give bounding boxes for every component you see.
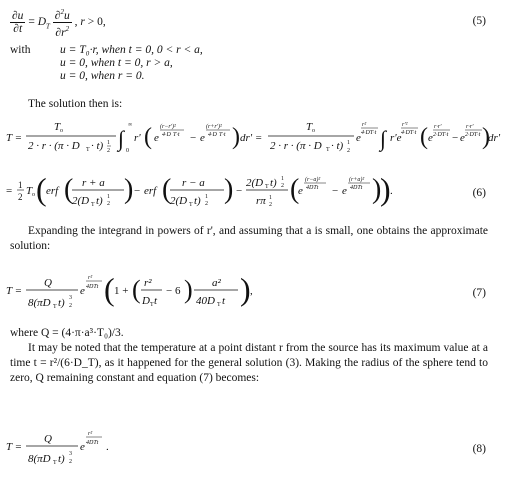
svg-text:T: T	[326, 147, 330, 153]
svg-text:(: (	[104, 271, 115, 307]
svg-text:rπ: rπ	[256, 195, 266, 207]
svg-text:e: e	[428, 132, 433, 144]
svg-text:o: o	[32, 192, 35, 198]
svg-text:t): t)	[58, 453, 65, 465]
svg-text:40D: 40D	[196, 295, 215, 307]
with-label: with	[10, 44, 31, 56]
svg-text:4DTt: 4DTt	[306, 185, 319, 191]
svg-text:): )	[224, 174, 234, 205]
svg-text:−: −	[452, 132, 459, 144]
equation-number-5: (5)	[472, 15, 486, 27]
svg-text:(: (	[144, 124, 152, 150]
svg-text:4DTt: 4DTt	[86, 440, 99, 446]
svg-text:−: −	[332, 185, 339, 197]
svg-text:−: −	[134, 185, 141, 197]
where-q: where Q = (4·π·a³·T₀)/3.	[10, 327, 124, 339]
svg-text:(r+r')²: (r+r')²	[206, 124, 222, 130]
svg-text:· t): · t)	[331, 140, 344, 152]
equation-number-6: (6)	[472, 187, 486, 199]
svg-text:e: e	[80, 441, 85, 453]
svg-text:T: T	[91, 202, 95, 208]
equation-8	[6, 420, 206, 472]
svg-text:r'e: r'e	[390, 132, 402, 144]
svg-text:): )	[482, 124, 490, 150]
svg-text:2(D: 2(D	[170, 195, 188, 207]
equation-5: $\frac{\partial u}{\partial t}$ = $D_T$ $\frac{\partial^2u}{\partial r^2}$ , r > 0,	[12, 8, 106, 39]
svg-text:a²: a²	[212, 277, 221, 289]
equation-integral	[6, 116, 501, 162]
svg-text:e: e	[298, 185, 303, 197]
svg-text:(: (	[162, 174, 172, 205]
svg-text:4·DT·t: 4·DT·t	[401, 130, 417, 136]
svg-text:t: t	[154, 295, 158, 307]
svg-text:erf: erf	[144, 185, 157, 197]
svg-text:2: 2	[347, 148, 350, 154]
svg-text:D: D	[142, 295, 150, 307]
condition-2: u = 0, when t = 0, r > a,	[60, 57, 173, 69]
svg-text:=: =	[6, 185, 13, 197]
svg-text:2 · r · (π · D: 2 · r · (π · D	[28, 140, 80, 152]
svg-text:4DTt: 4DTt	[350, 185, 363, 191]
svg-text:2: 2	[69, 303, 72, 309]
svg-text:2: 2	[269, 202, 272, 208]
svg-text:T: T	[54, 121, 61, 133]
svg-text:,: ,	[250, 285, 253, 297]
svg-text:e: e	[154, 132, 159, 144]
svg-text:3: 3	[69, 295, 72, 301]
equation-7	[6, 264, 306, 316]
svg-text:(: (	[64, 174, 74, 205]
svg-text:r·r': r·r'	[434, 124, 442, 130]
svg-text:e: e	[200, 132, 205, 144]
svg-text:r + a: r + a	[82, 177, 105, 189]
svg-text:.: .	[390, 185, 393, 197]
svg-text:dr' =: dr' =	[240, 132, 263, 144]
svg-text:erf: erf	[46, 185, 59, 197]
expanding-paragraph	[10, 224, 488, 254]
svg-text:1 +: 1 +	[114, 285, 129, 297]
svg-text:t): t)	[58, 297, 65, 309]
svg-text:−: −	[236, 185, 243, 197]
svg-text:T·t: T·t	[219, 132, 226, 138]
svg-text:e: e	[356, 132, 361, 144]
svg-text:T: T	[150, 302, 154, 308]
svg-text:(: (	[420, 124, 428, 150]
svg-text:∫: ∫	[118, 126, 125, 151]
svg-text:−: −	[190, 132, 197, 144]
svg-text:8(πD: 8(πD	[28, 453, 51, 465]
svg-text:): )	[372, 174, 382, 205]
svg-text:1: 1	[205, 194, 208, 200]
svg-text:(r+a)²: (r+a)²	[349, 177, 365, 183]
svg-text:− 6: − 6	[166, 285, 181, 297]
svg-text:2·DT·t: 2·DT·t	[433, 132, 449, 138]
svg-text:(: (	[36, 171, 47, 207]
svg-text:2: 2	[107, 201, 110, 207]
svg-text:t): t)	[194, 195, 201, 207]
svg-text:dr': dr'	[488, 132, 501, 144]
svg-text:o: o	[60, 128, 63, 134]
svg-text:r²: r²	[362, 122, 367, 128]
svg-text:r²: r²	[88, 275, 93, 281]
svg-text:T: T	[306, 121, 313, 133]
equation-number-7: (7)	[472, 287, 486, 299]
svg-text:1: 1	[107, 194, 110, 200]
svg-text:0: 0	[126, 148, 129, 154]
svg-text:1: 1	[269, 195, 272, 201]
svg-text:2(D: 2(D	[72, 195, 90, 207]
svg-text:2·DT·t: 2·DT·t	[465, 132, 481, 138]
condition-3: u = 0, when r = 0.	[60, 70, 145, 82]
svg-text:2: 2	[18, 192, 23, 202]
svg-text:1: 1	[347, 140, 350, 146]
equation-number-8: (8)	[472, 443, 486, 455]
svg-text:2 · r · (π · D: 2 · r · (π · D	[270, 140, 322, 152]
svg-text:3: 3	[69, 451, 72, 457]
svg-text:(r−a)²: (r−a)²	[305, 177, 321, 183]
svg-text:2: 2	[69, 459, 72, 465]
svg-text:(: (	[290, 174, 300, 205]
svg-text:2(D: 2(D	[246, 177, 264, 189]
svg-text:(: (	[132, 275, 141, 304]
svg-text:): )	[240, 271, 251, 307]
svg-text:r − a: r − a	[182, 177, 205, 189]
svg-text:t): t)	[270, 177, 277, 189]
svg-text:r·r': r·r'	[466, 124, 474, 130]
svg-text:r²: r²	[88, 431, 93, 437]
expanding-text: Expanding the integrand in powers of r', and assuming that a is small, one obtains the approximate solution:	[10, 225, 488, 252]
svg-text:e: e	[342, 185, 347, 197]
svg-text:2: 2	[281, 183, 284, 189]
svg-text:T: T	[189, 202, 193, 208]
svg-text:∞: ∞	[128, 122, 133, 128]
svg-text:o: o	[312, 128, 315, 134]
svg-text:2: 2	[107, 148, 110, 154]
svg-text:4DTt: 4DTt	[86, 284, 99, 290]
svg-text:T: T	[53, 304, 57, 310]
svg-text:): )	[232, 124, 240, 150]
svg-text:t): t)	[96, 195, 103, 207]
svg-text:2: 2	[205, 201, 208, 207]
svg-text:1: 1	[18, 180, 23, 190]
noted-text: It may be noted that the temperature at a point distant r from the source has its maximum value at a time t = r²/(6·D_T), as it happened for the general solution (3). Making the radius of the sphere tend to zero, Q remaining constant and equation (7) becomes:	[10, 342, 488, 384]
noted-paragraph	[10, 341, 488, 386]
svg-text:1: 1	[281, 176, 284, 182]
svg-text:T: T	[265, 184, 269, 190]
svg-text:· t): · t)	[91, 140, 104, 152]
equation-6	[6, 166, 446, 216]
svg-text:T: T	[217, 302, 221, 308]
svg-text:T: T	[26, 185, 33, 197]
svg-text:T: T	[86, 147, 90, 153]
svg-text:): )	[184, 275, 193, 304]
svg-text:T =: T =	[6, 441, 23, 453]
condition-1: u = T₀·r, when t = 0, 0 < r < a,	[60, 44, 203, 56]
svg-text:T =: T =	[6, 285, 23, 297]
svg-text:1: 1	[107, 140, 110, 146]
svg-text:e: e	[460, 132, 465, 144]
svg-text:T: T	[53, 460, 57, 466]
svg-text:): )	[124, 174, 134, 205]
svg-text:Q: Q	[44, 433, 52, 445]
svg-text:e: e	[80, 285, 85, 297]
svg-text:∫: ∫	[380, 126, 387, 151]
svg-text:t: t	[222, 295, 226, 307]
svg-text:4·D: 4·D	[208, 132, 217, 138]
svg-text:(r−r')²: (r−r')²	[160, 124, 176, 130]
svg-text:r': r'	[134, 132, 141, 144]
svg-text:4·D: 4·D	[162, 132, 171, 138]
svg-text:): )	[380, 171, 391, 207]
svg-text:.: .	[106, 441, 109, 453]
svg-text:T =: T =	[6, 132, 23, 144]
svg-text:Q: Q	[44, 277, 52, 289]
svg-text:T·t: T·t	[173, 132, 180, 138]
svg-text:r²: r²	[144, 277, 152, 289]
svg-text:8(πD: 8(πD	[28, 297, 51, 309]
svg-text:r'²: r'²	[402, 122, 408, 128]
svg-text:4·DT·t: 4·DT·t	[361, 130, 377, 136]
solution-intro: The solution then is:	[28, 98, 123, 110]
